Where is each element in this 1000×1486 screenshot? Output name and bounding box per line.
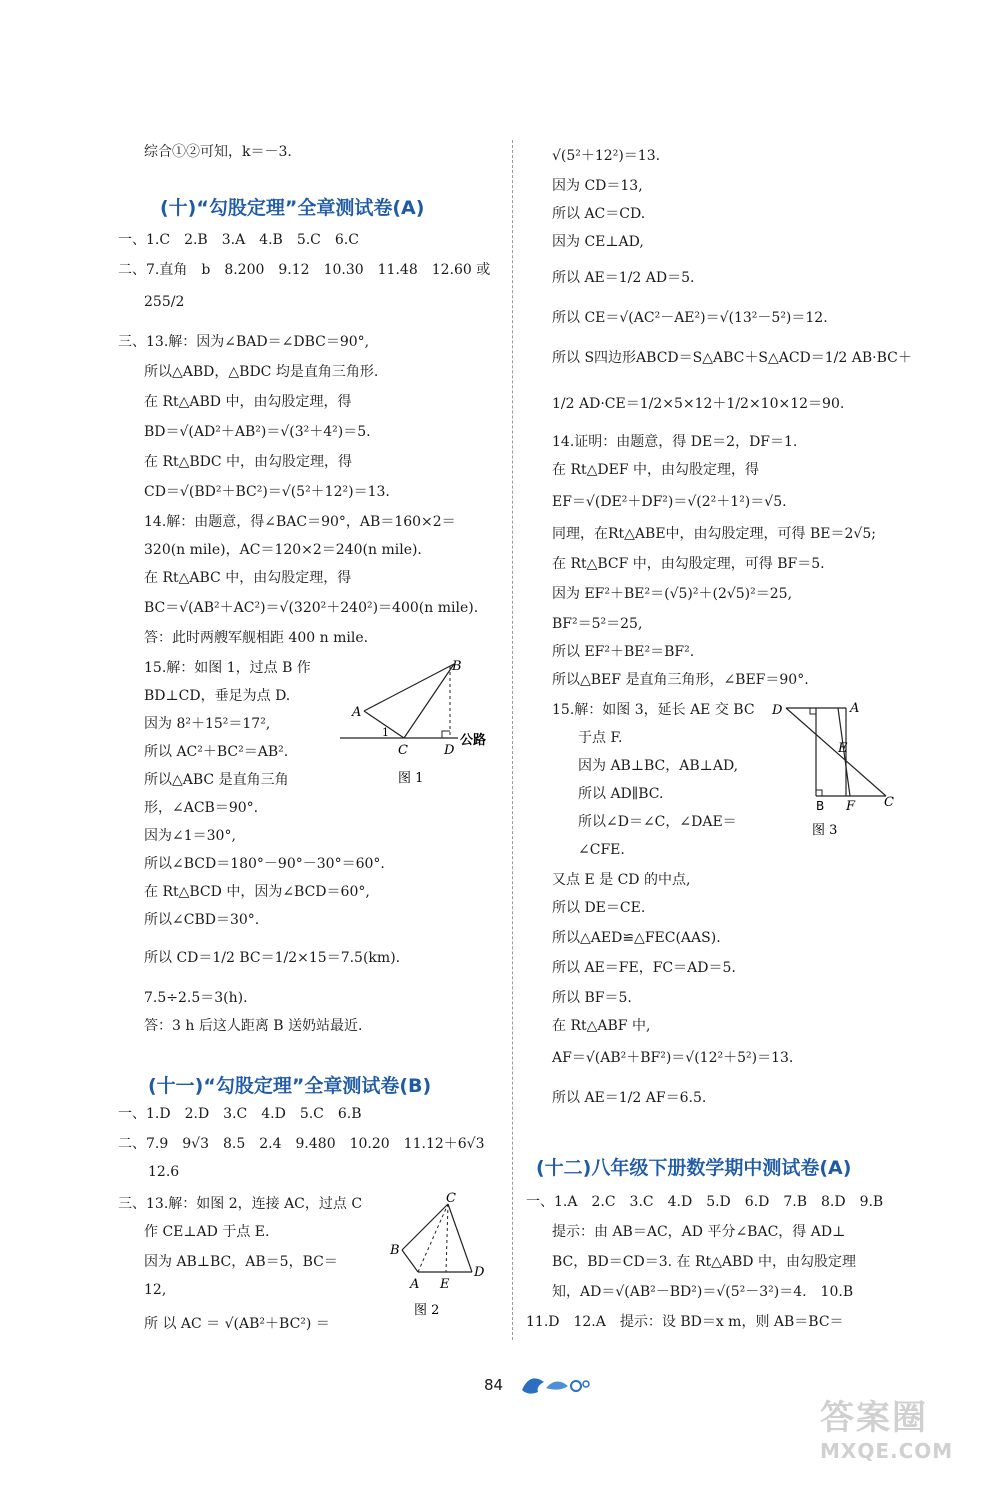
page-ornament-icon: [516, 1368, 596, 1398]
fig1-right-angle: [442, 731, 450, 738]
s12-line-3: BC，BD＝CD＝3. 在 Rt△ABD 中，由勾股定理: [552, 1254, 856, 1270]
r-line-18: 15.解：如图 3，延长 AE 交 BC: [552, 702, 755, 718]
figure-2: [380, 1192, 500, 1322]
s10-line-1: 一、1.C 2.B 3.A 4.B 5.C 6.C: [118, 232, 359, 248]
s10-line-10: 14.解：由题意，得∠BAC＝90°，AB＝160×2＝: [144, 514, 456, 530]
watermark-top-text: 答案圈: [820, 1398, 928, 1438]
s10-line-17: 因为 8²＋15²＝17²,: [144, 716, 271, 732]
r-line-23: ∠CFE.: [578, 842, 625, 858]
r-line-14: 因为 EF²＋BE²＝(√5)²＋(2√5)²＝25,: [552, 586, 793, 602]
s10-line-2: 二、7.直角 b 8.200 9.12 10.30 11.48 12.60 或: [118, 262, 491, 278]
s11-line-2: 二、7.9 9√3 8.5 2.4 9.480 10.20 11.12＋6√3: [118, 1136, 485, 1152]
s10-line-8: 在 Rt△BDC 中，由勾股定理，得: [144, 454, 353, 470]
fig3-right-angle-B: [816, 790, 822, 796]
r-line-4: 因为 CE⊥AD,: [552, 234, 644, 250]
s10-line-23: 在 Rt△BCD 中，因为∠BCD＝60°,: [144, 884, 370, 900]
s10-line-21: 因为∠1＝30°,: [144, 828, 236, 844]
fig1-caption: 图 1: [398, 771, 424, 786]
fig3-label-D: D: [772, 703, 783, 718]
r-line-21: 所以 AD∥BC.: [578, 786, 664, 802]
fig1-label-D: D: [444, 743, 455, 758]
r-line-8: 1/2 AD·CE＝1/2×5×12＋1/2×10×12＝90.: [552, 396, 845, 412]
r-line-1: √(5²＋12²)＝13.: [552, 148, 661, 164]
r-line-28: 所以 BF＝5.: [552, 990, 632, 1006]
section-10-title: (十)“勾股定理”全章测试卷(A): [160, 197, 425, 219]
watermark-logo: [820, 1390, 990, 1480]
r-line-29: 在 Rt△ABF 中,: [552, 1018, 651, 1034]
fig3-DC: [786, 708, 886, 796]
fig2-BA: [402, 1250, 418, 1272]
s10-line-18: 所以 AC²＋BC²＝AB².: [144, 744, 289, 760]
fig3-right-angle-A: [810, 708, 816, 714]
r-line-30: AF＝√(AB²＋BF²)＝√(12²＋5²)＝13.: [552, 1050, 794, 1066]
r-line-13: 在 Rt△BCF 中，由勾股定理，可得 BF＝5.: [552, 556, 825, 572]
section-11-title: (十一)“勾股定理”全章测试卷(B): [148, 1075, 432, 1097]
fig2-AC: [418, 1204, 448, 1272]
r-line-2: 因为 CD＝13,: [552, 178, 643, 194]
r-line-24: 又点 E 是 CD 的中点,: [552, 872, 691, 888]
fig1-label-B: B: [452, 659, 462, 674]
fig3-label-F: F: [846, 799, 856, 814]
fig3-label-A: A: [850, 701, 860, 716]
fig1-BC: [404, 664, 454, 738]
s12-line-4: 知，AD＝√(AB²－BD²)＝√(5²－3²)＝4. 10.B: [552, 1284, 854, 1300]
r-line-5: 所以 AE＝1/2 AD＝5.: [552, 270, 695, 286]
fig1-road-label: 公路: [460, 733, 487, 748]
s10-line-3: 255/2: [144, 294, 185, 310]
fig1-label-A: A: [352, 705, 362, 720]
s10-line-22: 所以∠BCD＝180°－90°－30°＝60°.: [144, 856, 385, 872]
fig2-label-C: C: [446, 1192, 456, 1206]
s11-line-5: 作 CE⊥AD 于点 E.: [144, 1224, 270, 1240]
s12-line-2: 提示：由 AB＝AC，AD 平分∠BAC，得 AD⊥: [552, 1224, 846, 1240]
watermark-bottom-text: MXQE.COM: [820, 1439, 954, 1463]
intro-line: 综合①②可知，k＝－3.: [144, 144, 292, 160]
fig2-label-B: B: [390, 1243, 400, 1258]
s11-line-7: 12,: [144, 1282, 167, 1298]
s10-line-19: 所以△ABC 是直角三角: [144, 772, 289, 788]
r-line-31: 所以 AE＝1/2 AF＝6.5.: [552, 1090, 707, 1106]
s10-line-4: 三、13.解：因为∠BAD＝∠DBC＝90°,: [118, 334, 370, 350]
s10-line-12: 在 Rt△ABC 中，由勾股定理，得: [144, 570, 352, 586]
r-line-11: EF＝√(DE²＋DF²)＝√(2²＋1²)＝√5.: [552, 494, 787, 510]
s11-line-8: 所 以 AC ＝ √(AB²＋BC²) ＝: [144, 1316, 330, 1332]
fig2-label-E: E: [440, 1277, 450, 1292]
fig2-label-D: D: [474, 1265, 485, 1280]
r-line-15: BF²＝5²＝25,: [552, 616, 643, 632]
r-line-25: 所以 DE＝CE.: [552, 900, 646, 916]
s10-line-9: CD＝√(BD²＋BC²)＝√(5²＋12²)＝13.: [144, 484, 390, 500]
s10-line-15: 15.解：如图 1，过点 B 作: [144, 660, 311, 676]
r-line-20: 因为 AB⊥BC，AB⊥AD,: [578, 758, 739, 774]
fig1-label-C: C: [398, 743, 408, 758]
fig2-caption: 图 2: [414, 1303, 440, 1318]
s10-line-24: 所以∠CBD＝30°.: [144, 912, 260, 928]
r-line-27: 所以 AE＝FE，FC＝AD＝5.: [552, 960, 736, 976]
s12-line-1: 一、1.A 2.C 3.C 4.D 5.D 6.D 7.B 8.D 9.B: [526, 1194, 884, 1210]
fig3-label-B: B: [816, 799, 825, 813]
fig2-label-A: A: [410, 1277, 420, 1292]
s10-line-14: 答：此时两艘军舰相距 400 n mile.: [144, 630, 369, 646]
s10-line-7: BD＝√(AD²＋AB²)＝√(3²＋4²)＝5.: [144, 424, 371, 440]
r-line-26: 所以△AED≌△FEC(AAS).: [552, 930, 721, 946]
s12-line-5: 11.D 12.A 提示：设 BD＝x m，则 AB＝BC＝: [526, 1314, 844, 1330]
r-line-17: 所以△BEF 是直角三角形，∠BEF＝90°.: [552, 672, 809, 688]
r-line-3: 所以 AC＝CD.: [552, 206, 646, 222]
s11-line-3: 12.6: [148, 1164, 180, 1180]
fig1-label-1: 1: [382, 726, 389, 739]
section-12-title: (十二)八年级下册数学期中测试卷(A): [536, 1157, 852, 1179]
s10-line-27: 答：3 h 后这人距离 B 送奶站最近.: [144, 1018, 363, 1034]
s10-line-5: 所以△ABD，△BDC 均是直角三角形.: [144, 364, 379, 380]
r-line-7: 所以 S四边形ABCD＝S△ABC＋S△ACD＝1/2 AB·BC＋: [552, 350, 912, 366]
fig2-CD: [448, 1204, 472, 1272]
s10-line-16: BD⊥CD，垂足为点 D.: [144, 688, 291, 704]
s10-line-13: BC＝√(AB²＋AC²)＝√(320²＋240²)＝400(n mile).: [144, 600, 479, 616]
s10-line-25: 所以 CD＝1/2 BC＝1/2×15＝7.5(km).: [144, 950, 401, 966]
s10-line-11: 320(n mile)，AC＝120×2＝240(n mile).: [144, 542, 422, 558]
s11-line-4: 三、13.解：如图 2，连接 AC，过点 C: [118, 1196, 363, 1212]
r-line-16: 所以 EF²＋BE²＝BF².: [552, 644, 695, 660]
r-line-6: 所以 CE＝√(AC²－AE²)＝√(13²－5²)＝12.: [552, 310, 828, 326]
column-divider: [512, 140, 513, 1340]
s10-line-26: 7.5÷2.5＝3(h).: [144, 990, 248, 1006]
r-line-22: 所以∠D＝∠C，∠DAE＝: [578, 814, 737, 830]
fig1-AB: [364, 664, 454, 711]
s11-line-1: 一、1.D 2.D 3.C 4.D 5.C 6.B: [118, 1106, 362, 1122]
fig2-BC: [402, 1204, 448, 1250]
s11-line-6: 因为 AB⊥BC，AB＝5，BC＝: [144, 1254, 338, 1270]
r-line-12: 同理，在Rt△ABE中，由勾股定理，可得 BE＝2√5;: [552, 526, 876, 542]
fig2-CE: [446, 1204, 448, 1272]
r-line-10: 在 Rt△DEF 中，由勾股定理，得: [552, 462, 759, 478]
fig3-label-C: C: [884, 795, 894, 810]
page-number: 84: [484, 1376, 504, 1394]
r-line-9: 14.证明：由题意，得 DE＝2，DF＝1.: [552, 434, 798, 450]
s10-line-6: 在 Rt△ABD 中，由勾股定理，得: [144, 394, 352, 410]
figure-3: [770, 698, 900, 848]
r-line-19: 于点 F.: [578, 730, 623, 746]
figure-1: [340, 656, 500, 786]
fig3-label-E: E: [838, 741, 848, 756]
fig3-caption: 图 3: [812, 823, 838, 838]
s10-line-20: 形，∠ACB＝90°.: [144, 800, 259, 816]
